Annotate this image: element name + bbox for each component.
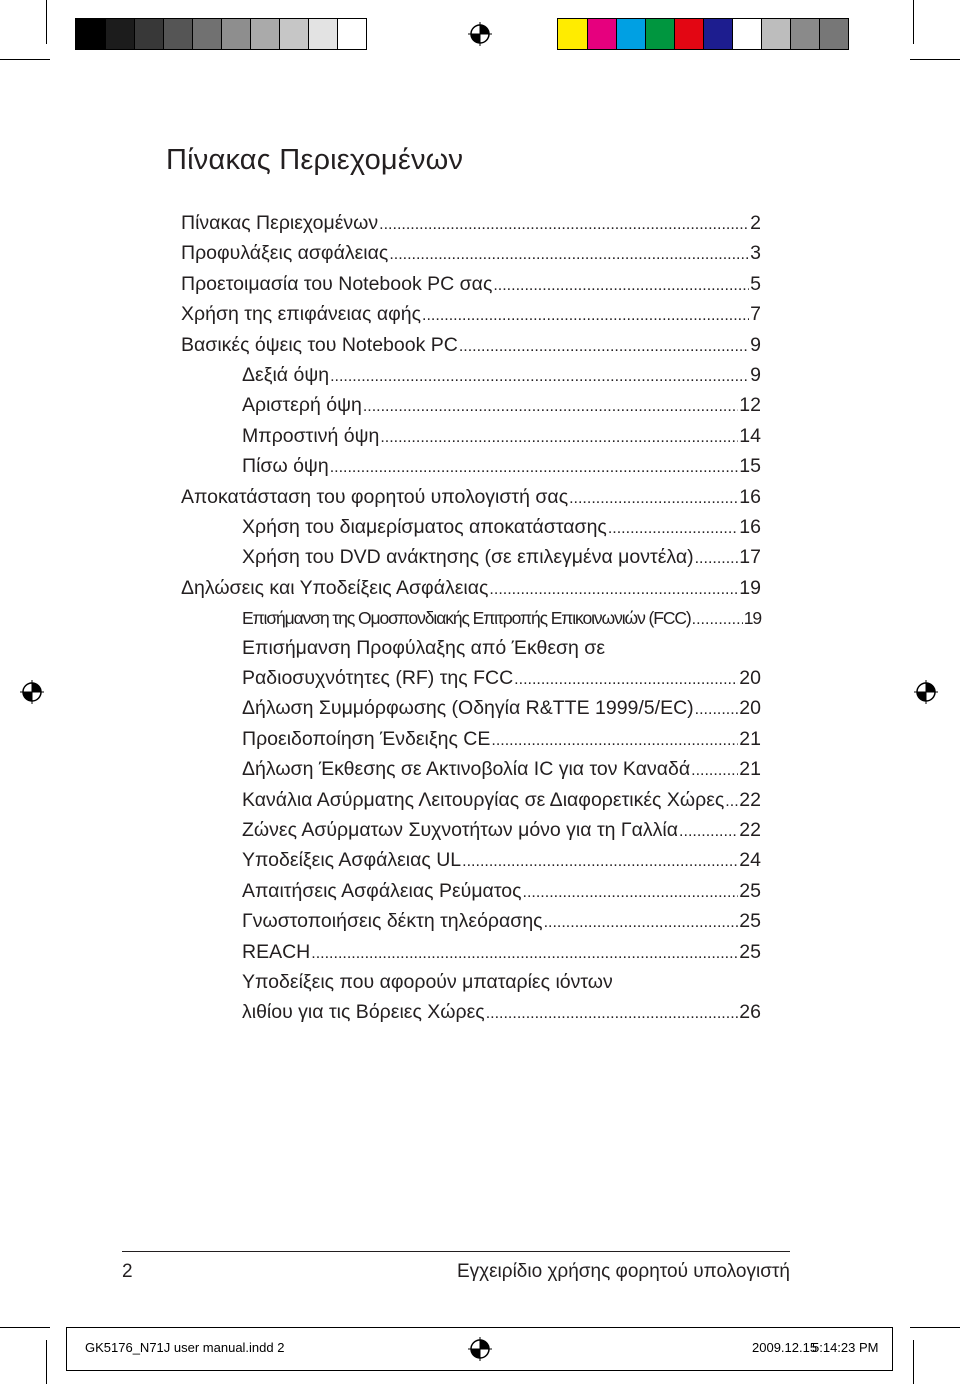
color-swatch <box>616 19 645 49</box>
toc-entry-line <box>242 360 761 390</box>
color-swatch <box>761 19 790 49</box>
dot-leader <box>608 514 738 544</box>
footer-title: Εγχειρίδιο χρήσης φορητού υπολογιστή <box>456 1261 790 1282</box>
toc-entry-text: Κανάλια Ασύρματης Λειτουργίας σε Διαφορετικές Χώρες <box>242 788 725 811</box>
toc-entry[interactable] <box>242 967 761 1027</box>
dot-leader <box>493 271 749 301</box>
toc-entry-text: Αποκατάσταση του φορητού υπολογιστή σας <box>181 485 569 508</box>
toc-entry-line <box>242 421 761 451</box>
toc-entry-line <box>242 754 761 784</box>
toc-entry-text: Δεξιά όψη <box>242 363 330 386</box>
toc-page-number: 22 <box>739 819 761 842</box>
toc-entry-line <box>242 451 761 481</box>
footer-page-number: 2 <box>122 1261 133 1282</box>
crop-mark <box>910 1327 960 1328</box>
toc-entry[interactable] <box>181 330 761 360</box>
toc-page-number: 21 <box>739 727 761 750</box>
dot-leader <box>459 332 749 362</box>
color-swatch <box>790 19 819 49</box>
toc-entry[interactable] <box>242 724 761 754</box>
toc-page-number: 25 <box>739 879 761 902</box>
toc-entry-line <box>181 208 761 238</box>
crop-mark <box>913 0 914 44</box>
toc-page-number: 26 <box>739 1000 761 1023</box>
toc-entry-line <box>242 785 761 815</box>
toc-entry-text: Προφυλάξεις ασφάλειας <box>181 242 389 265</box>
color-swatch <box>703 19 732 49</box>
toc-entry-text: Χρήση του DVD ανάκτησης (σε επιλεγμένα μοντέλα) <box>242 546 694 569</box>
color-swatch <box>279 19 308 49</box>
toc-entry[interactable] <box>242 633 761 693</box>
toc-entry[interactable] <box>242 360 761 390</box>
toc-page-number: 19 <box>739 576 761 599</box>
toc-entry-line <box>181 482 761 512</box>
crop-mark <box>46 0 47 44</box>
page-title: Πίνακας Περιεχομένων <box>166 144 464 176</box>
toc-entry-line <box>242 603 761 633</box>
toc-entry[interactable] <box>242 845 761 875</box>
toc-entry-text: Χρήση του διαμερίσματος αποκατάστασης <box>242 515 607 538</box>
toc-entry-line <box>242 815 761 845</box>
toc-page-number: 20 <box>739 667 761 690</box>
crop-mark <box>0 59 50 60</box>
dot-leader <box>491 726 738 756</box>
dot-leader <box>462 847 738 877</box>
toc-page-number: 24 <box>739 849 761 872</box>
toc-page-number: 16 <box>739 515 761 538</box>
toc-page-number: 21 <box>739 758 761 781</box>
toc-page-number: 15 <box>739 455 761 478</box>
toc-page-number: 9 <box>750 333 761 356</box>
dot-leader <box>692 605 743 635</box>
toc-entry[interactable] <box>181 299 761 329</box>
color-swatch <box>732 19 761 49</box>
toc-page-number: 7 <box>750 303 761 326</box>
toc-entry[interactable] <box>242 785 761 815</box>
dot-leader <box>311 939 738 969</box>
toc-entry-line <box>242 997 761 1027</box>
table-of-contents <box>181 208 761 1027</box>
color-swatch <box>645 19 674 49</box>
toc-entry[interactable] <box>242 906 761 936</box>
crop-mark <box>46 1340 47 1384</box>
toc-page-number: 20 <box>739 697 761 720</box>
color-swatch <box>134 19 163 49</box>
toc-entry[interactable] <box>242 512 761 542</box>
dot-leader <box>389 240 749 270</box>
toc-entry-line <box>181 330 761 360</box>
toc-entry-text: Βασικές όψεις του Notebook PC <box>181 333 458 356</box>
toc-entry[interactable] <box>242 876 761 906</box>
dot-leader <box>514 665 738 695</box>
toc-page-number: 9 <box>750 363 761 386</box>
toc-entry-text: Ζώνες Ασύρματων Συχνοτήτων μόνο για τη Γαλλία <box>242 819 679 842</box>
crop-mark <box>913 1340 914 1384</box>
dot-leader <box>679 817 738 847</box>
dot-leader <box>695 695 739 725</box>
color-swatch <box>308 19 337 49</box>
dot-leader <box>379 210 749 240</box>
toc-entry-text-line1: Επισήμανση Προφύλαξης από Έκθεση σε <box>242 637 606 660</box>
toc-entry-line <box>242 724 761 754</box>
toc-entry[interactable] <box>242 451 761 481</box>
toc-entry[interactable] <box>242 603 761 633</box>
dot-leader <box>330 453 739 483</box>
toc-page-number: 22 <box>739 788 761 811</box>
toc-entry-text: Υποδείξεις Ασφάλειας UL <box>242 849 462 872</box>
toc-page-number: 25 <box>739 910 761 933</box>
toc-entry-line <box>242 663 761 693</box>
toc-entry-text: Πίνακας Περιεχομένων <box>181 212 379 234</box>
toc-entry-text: Προειδοποίηση Ένδειξης CE <box>242 727 491 750</box>
toc-entry-line <box>181 238 761 268</box>
toc-entry[interactable] <box>242 754 761 784</box>
footer-divider <box>122 1251 790 1252</box>
color-swatch <box>337 19 366 49</box>
color-swatch <box>192 19 221 49</box>
toc-entry-text: Δήλωση Έκθεσης σε Ακτινοβολία IC για τον Καναδά <box>242 758 691 781</box>
dot-leader <box>544 908 739 938</box>
toc-page-number: 14 <box>739 424 761 447</box>
toc-page-number: 25 <box>739 940 761 963</box>
toc-page-number: 2 <box>750 212 761 234</box>
crop-mark <box>0 1327 50 1328</box>
toc-entry-text: λιθίου για τις Βόρειες Χώρες <box>242 1000 485 1023</box>
color-swatch <box>250 19 279 49</box>
color-swatch <box>221 19 250 49</box>
color-swatch <box>819 19 848 49</box>
toc-entry-line <box>181 269 761 299</box>
dot-leader <box>695 544 739 574</box>
toc-entry-line <box>242 876 761 906</box>
toc-entry-line <box>242 693 761 723</box>
registration-mark-icon <box>20 680 44 704</box>
dot-leader <box>363 392 738 422</box>
toc-entry[interactable] <box>181 269 761 299</box>
toc-entry[interactable] <box>242 693 761 723</box>
dot-leader <box>380 423 738 453</box>
dot-leader <box>489 575 738 605</box>
color-calibration-bar <box>557 18 849 50</box>
toc-entry[interactable] <box>181 238 761 268</box>
slug-file-name: GK5176_N71J user manual.indd 2 <box>85 1340 285 1355</box>
color-swatch <box>587 19 616 49</box>
toc-page-number: 12 <box>739 394 761 417</box>
toc-entry-text: Πίσω όψη <box>242 455 329 478</box>
toc-entry-line <box>242 542 761 572</box>
color-swatch <box>105 19 134 49</box>
toc-entry-line <box>181 299 761 329</box>
toc-page-number: 17 <box>739 546 761 569</box>
toc-entry[interactable] <box>242 815 761 845</box>
slug-date: 2009.12.15 <box>752 1340 818 1355</box>
toc-entry-text: Ραδιοσυχνότητες (RF) της FCC <box>242 667 514 690</box>
dot-leader <box>486 999 739 1029</box>
registration-mark-icon <box>914 680 938 704</box>
toc-entry-text: Δήλωση Συμμόρφωσης (Οδηγία R&TTE 1999/5/EC) <box>242 697 694 720</box>
dot-leader <box>569 484 738 514</box>
toc-entry-text: REACH <box>242 940 311 963</box>
registration-mark-icon <box>468 22 492 46</box>
toc-entry[interactable] <box>242 542 761 572</box>
toc-entry-text: Απαιτήσεις Ασφάλειας Ρεύματος <box>242 879 522 902</box>
toc-page-number: 5 <box>750 272 761 295</box>
toc-entry-line <box>242 906 761 936</box>
toc-entry-line <box>242 512 761 542</box>
toc-entry-text: Δηλώσεις και Υποδείξεις Ασφάλειας <box>181 576 489 599</box>
toc-entry-text: Χρήση της επιφάνειας αφής <box>181 303 422 326</box>
dot-leader <box>330 362 749 392</box>
toc-entry[interactable] <box>242 937 761 967</box>
toc-entry-text-line1: Υποδείξεις που αφορούν μπαταρίες ιόντων <box>242 970 613 993</box>
color-swatch <box>558 19 587 49</box>
toc-page-number: 16 <box>739 485 761 508</box>
toc-entry[interactable] <box>242 421 761 451</box>
toc-entry-line <box>242 845 761 875</box>
color-swatch <box>674 19 703 49</box>
dot-leader <box>691 756 738 786</box>
toc-page-number: 3 <box>750 242 761 265</box>
toc-entry-text: Γνωστοποιήσεις δέκτη τηλεόρασης <box>242 910 543 933</box>
toc-entry[interactable] <box>181 208 761 238</box>
toc-entry-text: Επισήμανση της Ομοσπονδιακής Επιτροπής Επικοινωνιών (FCC) <box>242 608 691 629</box>
color-swatch <box>163 19 192 49</box>
toc-entry[interactable] <box>242 390 761 420</box>
toc-entry-line <box>242 390 761 420</box>
toc-entry-line <box>181 573 761 603</box>
toc-page-number: 19 <box>743 608 761 629</box>
dot-leader <box>422 301 749 331</box>
toc-entry[interactable] <box>181 573 761 603</box>
dot-leader <box>523 878 739 908</box>
toc-entry-line <box>242 937 761 967</box>
toc-entry-text: Αριστερή όψη <box>242 394 362 417</box>
toc-entry-text: Προετοιμασία του Notebook PC σας <box>181 272 493 295</box>
slug-time: 5:14:23 PM <box>812 1340 879 1355</box>
crop-mark <box>910 59 960 60</box>
toc-entry[interactable] <box>181 482 761 512</box>
grayscale-calibration-bar <box>75 18 367 50</box>
toc-entry-text: Μπροστινή όψη <box>242 424 380 447</box>
dot-leader <box>725 787 738 817</box>
color-swatch <box>76 19 105 49</box>
